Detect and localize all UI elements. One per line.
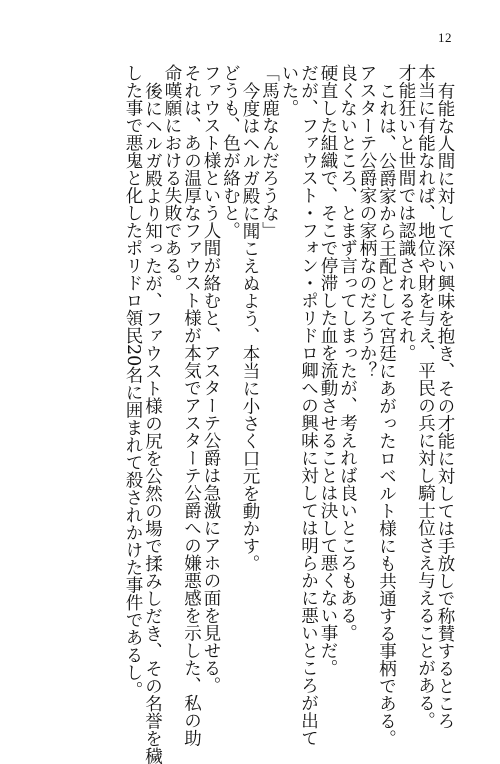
text-line: した事で悪鬼と化したポリドロ領民20名に囲まれて殺されかけた事件であるし。 bbox=[123, 64, 143, 699]
text-line: アスターテ公爵家の家柄なのだろうか？ bbox=[357, 64, 377, 379]
text-line: 才能狂いと世間では認識されるそれ。 bbox=[396, 64, 416, 362]
text-line: 今度はヘルガ殿に聞こえぬよう、本当に小さく口元を動かす。 bbox=[240, 81, 260, 572]
text-line: 後にヘルガ殿より知ったが、ファウスト様の尻を公然の場で揉みしだき、その名誉を穢 bbox=[142, 81, 163, 764]
novel-text-body bbox=[123, 64, 455, 764]
text-line: それは、あの温厚なファウスト様が本気でアスターテ公爵への嫌悪感を示した、私の助 bbox=[181, 64, 202, 747]
text-line: 命嘆願における失敗である。 bbox=[162, 64, 182, 292]
text-line: 硬直した組織で、そこで停滞した血を流動させることは決して悪くない事だ。 bbox=[318, 64, 338, 677]
text-line: 「馬鹿なんだろうな」 bbox=[259, 64, 280, 239]
text-line: どうも、色が絡むと。 bbox=[220, 64, 241, 239]
text-line: ファウスト様という人間が絡むと、アスターテ公爵は急激にアホの面を見せる。 bbox=[201, 64, 221, 694]
page-number: 12 bbox=[438, 30, 452, 45]
text-line: だが、ファウスト・フォン・ポリドロ卿への興味に対しては明らかに悪いところが出て bbox=[298, 64, 319, 747]
text-line: これは、公爵家から王配として宮廷にあがったロベルト様にも共通する事柄である。 bbox=[376, 81, 397, 747]
text-line: いた。 bbox=[279, 64, 299, 117]
text-line: 本当に有能なれば、地位や財を与え、平民の兵に対し騎士位さえ与えることがある。 bbox=[415, 64, 436, 729]
text-line: 良くないところ、とまず言ってしまったが、考えれば良いところもある。 bbox=[337, 64, 358, 642]
text-line: 有能な人間に対して深い興味を抱き、その才能に対しては手放しで称賛するところ bbox=[435, 81, 455, 729]
